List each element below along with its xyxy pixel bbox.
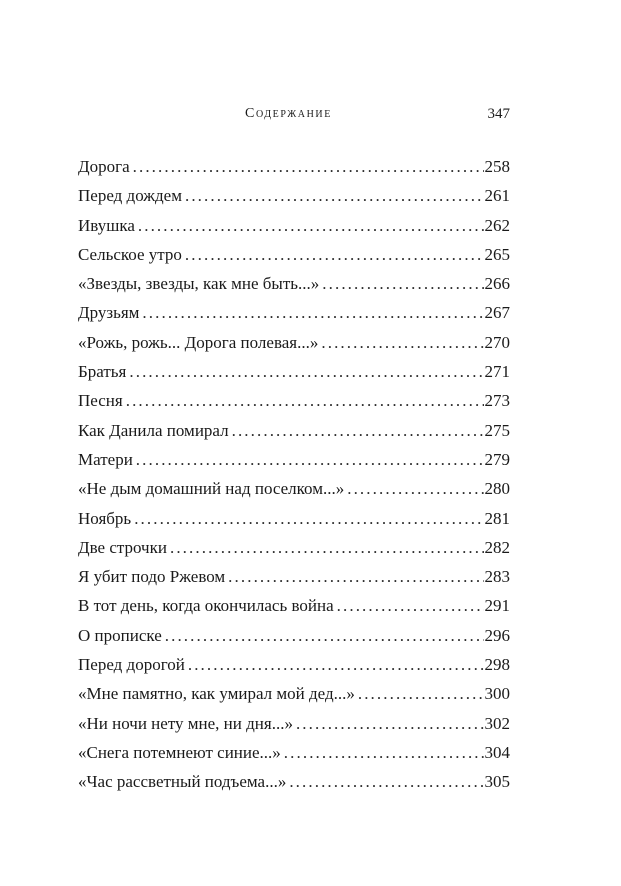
toc-entry [78, 298, 510, 327]
toc-entry-page: 282 [484, 537, 510, 557]
dot-leader [129, 357, 483, 386]
toc-entry [78, 152, 510, 181]
toc-entry [78, 621, 510, 650]
toc-entry-page: 281 [484, 508, 510, 528]
toc-entry-title: Ивушка [78, 215, 135, 235]
toc-entry-title: «Ни ночи нету мне, ни дня...» [78, 713, 293, 733]
dot-leader [284, 738, 484, 767]
dot-leader [296, 709, 484, 738]
running-title: Содержание [245, 106, 332, 121]
toc-entry-page: 275 [484, 420, 510, 440]
dot-leader [165, 621, 484, 650]
toc-entry-title: «Снега потемнеют синие...» [78, 742, 281, 762]
toc-entry-title: «Не дым домашний над поселком...» [78, 479, 345, 499]
toc-entry-page: 305 [484, 772, 510, 792]
toc-entry-title: Как Данила помирал [78, 420, 229, 440]
toc-entry [78, 445, 510, 474]
toc-entry-page: 261 [484, 186, 510, 206]
toc-entry-title: Дорога [78, 157, 130, 176]
dot-leader [228, 562, 483, 591]
toc-entry-title: Песня [78, 391, 123, 411]
toc-entry [78, 211, 510, 240]
toc-entry-page: 258 [484, 157, 510, 176]
table-of-contents [78, 152, 510, 797]
dot-leader [232, 416, 484, 445]
toc-entry-title: «Звезды, звезды, как мне быть...» [78, 274, 320, 294]
dot-leader [133, 152, 484, 181]
toc-entry-title: Братья [78, 362, 127, 382]
toc-entry [78, 533, 510, 562]
toc-entry-page: 298 [484, 655, 510, 675]
toc-entry-page: 273 [484, 391, 510, 411]
dot-leader [289, 767, 483, 796]
dot-leader [321, 328, 483, 357]
dot-leader [136, 445, 484, 474]
dot-leader [185, 181, 484, 210]
toc-entry-page: 279 [484, 449, 510, 469]
dot-leader [126, 386, 484, 415]
toc-entry-page: 271 [484, 362, 510, 382]
toc-entry-title: «Рожь, рожь... Дорога полевая...» [78, 332, 319, 352]
dot-leader [185, 240, 484, 269]
toc-entry-title: Ноябрь [78, 508, 132, 528]
toc-entry-title: В тот день, когда окончилась война [78, 596, 334, 616]
toc-entry [78, 709, 510, 738]
toc-entry [78, 562, 510, 591]
dot-leader [347, 474, 483, 503]
toc-entry-page: 283 [484, 567, 510, 587]
toc-entry [78, 474, 510, 503]
dot-leader [337, 591, 484, 620]
toc-entry [78, 240, 510, 269]
page-header [0, 104, 621, 128]
page-number: 347 [487, 106, 510, 122]
toc-entry-page: 300 [484, 684, 510, 704]
toc-entry [78, 767, 510, 796]
toc-entry-page: 302 [484, 713, 510, 733]
toc-entry-page: 267 [484, 303, 510, 323]
toc-entry-page: 266 [484, 274, 510, 294]
toc-entry [78, 679, 510, 708]
toc-entry-title: Перед дождем [78, 186, 182, 206]
dot-leader [188, 650, 484, 679]
toc-entry [78, 386, 510, 415]
toc-entry-title: Две строчки [78, 537, 167, 557]
toc-entry [78, 591, 510, 620]
toc-entry-title: «Мне памятно, как умирал мой дед...» [78, 684, 355, 704]
toc-entry [78, 357, 510, 386]
dot-leader [138, 211, 484, 240]
toc-entry-title: Матери [78, 449, 133, 469]
toc-entry [78, 650, 510, 679]
toc-entry-page: 291 [484, 596, 510, 616]
dot-leader [322, 269, 483, 298]
toc-entry [78, 738, 510, 767]
toc-entry [78, 416, 510, 445]
toc-entry-page: 304 [484, 742, 510, 762]
toc-entry-page: 270 [484, 332, 510, 352]
toc-entry-page: 280 [484, 479, 510, 499]
toc-entry [78, 181, 510, 210]
toc-entry-title: «Час рассветный подъема...» [78, 772, 287, 792]
toc-entry-title: Перед дорогой [78, 655, 185, 675]
toc-entry-title: Друзьям [78, 303, 140, 323]
toc-entry-title: Сельское утро [78, 244, 182, 264]
toc-entry-page: 262 [484, 215, 510, 235]
toc-entry-title: О прописке [78, 625, 162, 645]
toc-entry [78, 504, 510, 533]
dot-leader [170, 533, 484, 562]
toc-entry-page: 265 [484, 244, 510, 264]
toc-entry-title: Я убит подо Ржевом [78, 567, 226, 587]
toc-entry [78, 269, 510, 298]
dot-leader [134, 504, 483, 533]
dot-leader [358, 679, 484, 708]
dot-leader [142, 298, 483, 327]
toc-entry [78, 328, 510, 357]
toc-entry-page: 296 [484, 625, 510, 645]
